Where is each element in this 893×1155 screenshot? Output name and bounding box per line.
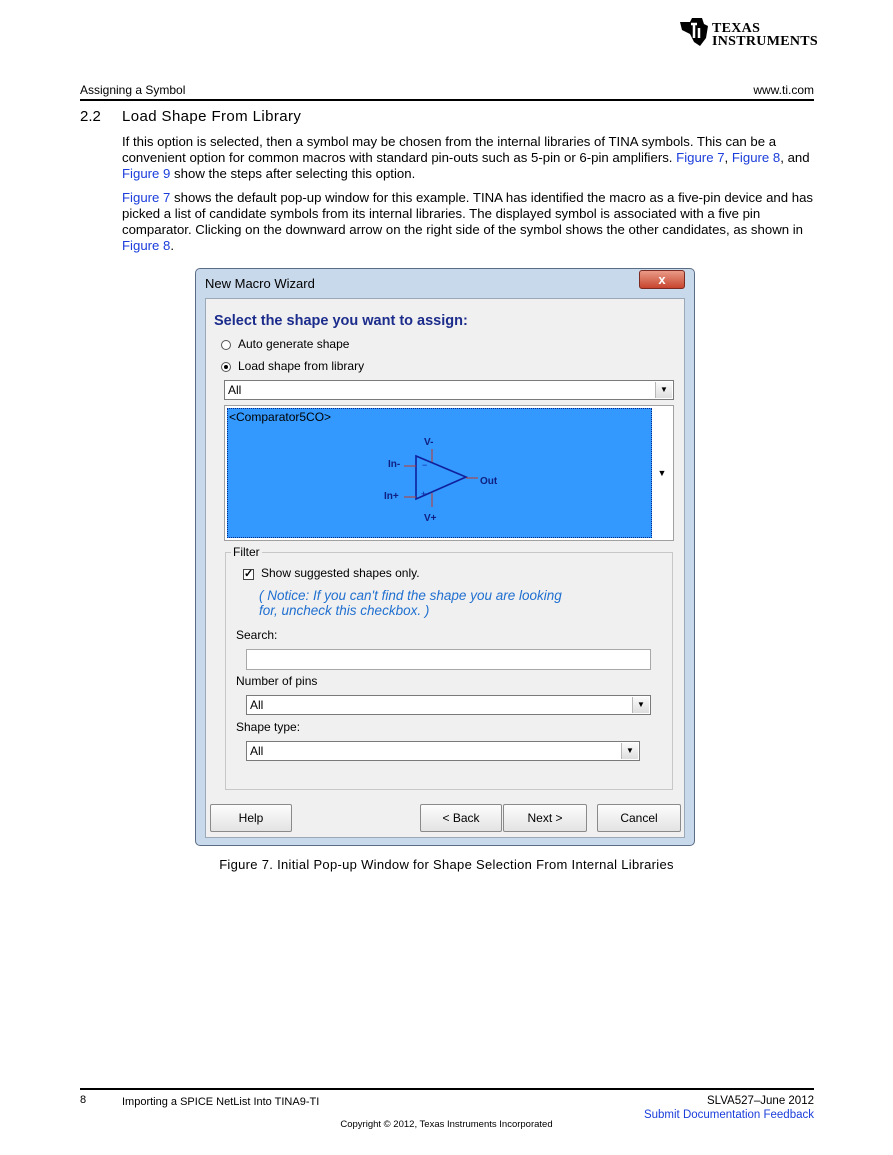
link-figure-9[interactable]: Figure 9 — [122, 166, 171, 181]
pin-vplus-label: V+ — [424, 513, 437, 524]
chevron-down-icon[interactable]: ▼ — [621, 743, 638, 759]
p1-tail: show the steps after selecting this option. — [170, 166, 416, 181]
notice-line-1: ( Notice: If you can't find the shape you are looking — [259, 588, 562, 603]
shape-preview-list[interactable] — [224, 405, 674, 541]
paragraph-1 — [122, 134, 814, 182]
link-figure-7[interactable]: Figure 7 — [676, 150, 725, 165]
pins-label: Number of pins — [236, 674, 318, 688]
radio-auto-generate-label[interactable]: Auto generate shape — [238, 337, 350, 351]
svg-text:+: + — [421, 489, 427, 499]
dialog-heading: Select the shape you want to assign: — [214, 313, 468, 329]
p2-tail: . — [170, 238, 175, 253]
show-suggested-checkbox[interactable]: ✓ — [244, 568, 254, 580]
dialog-body — [205, 298, 685, 838]
filter-legend: Filter — [233, 545, 260, 559]
cancel-button[interactable]: Cancel — [597, 804, 681, 832]
next-button[interactable]: Next > — [503, 804, 587, 832]
search-label: Search: — [236, 628, 278, 642]
radio-load-from-library[interactable] — [221, 362, 231, 372]
dialog-title: New Macro Wizard — [205, 276, 315, 291]
notice-line-2: for, uncheck this checkbox. ) — [259, 603, 430, 618]
shape-type-combo[interactable] — [246, 741, 640, 761]
section-number: 2.2 — [80, 108, 101, 125]
radio-auto-generate[interactable] — [221, 340, 231, 350]
link-figure-8[interactable]: Figure 8 — [122, 238, 171, 253]
header-website[interactable]: www.ti.com — [753, 83, 814, 97]
feedback-link[interactable]: Submit Documentation Feedback — [643, 1109, 814, 1121]
help-button[interactable]: Help — [210, 804, 292, 832]
svg-text:−: − — [422, 460, 428, 470]
pin-vminus-label: V- — [424, 437, 434, 448]
footer-doc-id: SLVA527–June 2012 — [707, 1095, 814, 1107]
shape-type-combo-value: All — [250, 744, 264, 758]
show-suggested-label[interactable]: Show suggested shapes only. — [261, 566, 420, 580]
company-wordmark: TEXAS INSTRUMENTS — [712, 21, 818, 49]
library-combo[interactable] — [224, 380, 674, 400]
p1-sep2: , and — [780, 150, 810, 165]
close-button[interactable]: x — [639, 270, 685, 289]
chevron-down-icon[interactable]: ▼ — [632, 697, 649, 713]
pin-inplus-label: In+ — [384, 491, 399, 502]
p2-text: shows the default pop-up window for this example. TINA has identified the macro as a five-pin device and has picked a list of candidate symbols from its internal libraries. The displayed symbol is associated with a five pin comparator. Clicking on the downward arrow on the right side of the symbol shows the other candidates, as shown in — [122, 190, 814, 237]
shape-name: <Comparator5CO> — [229, 410, 332, 424]
pin-inminus-label: In- — [388, 459, 401, 470]
section-title: Load Shape From Library — [122, 108, 302, 125]
library-combo-value: All — [228, 383, 242, 397]
link-figure-7[interactable]: Figure 7 — [122, 190, 171, 205]
chevron-down-icon[interactable]: ▼ — [655, 382, 672, 398]
footer-doc-title: Importing a SPICE NetList Into TINA9-TI — [122, 1096, 320, 1108]
search-input[interactable] — [246, 649, 651, 670]
shape-type-label: Shape type: — [236, 720, 301, 734]
new-macro-wizard-dialog — [195, 268, 695, 846]
shape-preview-selected[interactable] — [227, 408, 652, 538]
paragraph-2 — [122, 190, 814, 254]
header-section-name: Assigning a Symbol — [80, 83, 186, 97]
link-figure-8[interactable]: Figure 8 — [731, 150, 781, 165]
radio-load-from-library-label[interactable]: Load shape from library — [238, 359, 365, 373]
p1-text: If this option is selected, then a symbol may be chosen from the internal libraries of TINA symbols. This can be a convenient option for common macros with standard pin-outs such as 5-pin or 6-pin amplifiers. — [122, 134, 777, 165]
header-rule — [80, 99, 814, 101]
pin-out-label: Out — [480, 476, 498, 487]
p1-sep: , — [724, 150, 732, 165]
footer-rule — [80, 1088, 814, 1090]
notice-text — [259, 588, 562, 618]
figure-caption: Figure 7. Initial Pop-up Window for Shape Selection From Internal Libraries — [219, 857, 674, 872]
number-of-pins-combo[interactable] — [246, 695, 651, 715]
pins-combo-value: All — [250, 698, 264, 712]
shape-dropdown-arrow-icon[interactable]: ▼ — [657, 468, 667, 478]
copyright: Copyright © 2012, Texas Instruments Incorporated — [340, 1119, 553, 1130]
back-button[interactable]: < Back — [420, 804, 502, 832]
page-number: 8 — [80, 1094, 87, 1106]
